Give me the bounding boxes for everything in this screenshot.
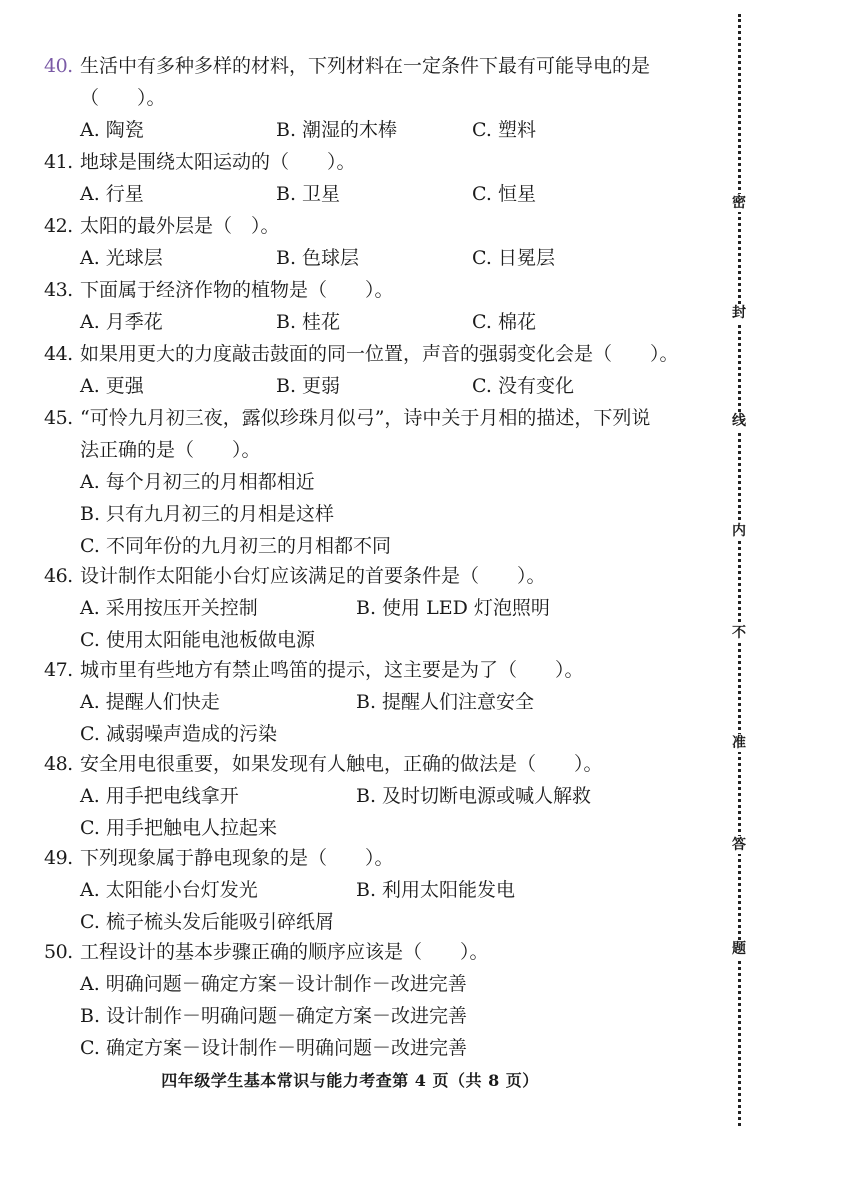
options-row xyxy=(44,466,704,498)
question-42 xyxy=(44,210,704,274)
option-c: C. 没有变化 xyxy=(472,375,574,397)
seal-char: 线 xyxy=(728,412,750,430)
question-stem xyxy=(44,842,704,874)
option-b: B. 桂花 xyxy=(276,311,341,333)
question-text-continued: 法正确的是（ ）。 xyxy=(80,439,261,461)
option-b: B. 利用太阳能发电 xyxy=(356,879,516,901)
question-text: 工程设计的基本步骤正确的顺序应该是（ ）。 xyxy=(80,941,489,963)
question-text: 下面属于经济作物的植物是（ ）。 xyxy=(80,279,394,301)
options-row xyxy=(44,624,704,656)
option-c: C. 减弱噪声造成的污染 xyxy=(80,723,277,745)
question-49 xyxy=(44,842,704,938)
question-40 xyxy=(44,50,704,146)
question-number: 40. xyxy=(44,55,73,77)
options-row xyxy=(44,592,704,624)
question-number: 44. xyxy=(44,343,73,365)
options-row xyxy=(44,780,704,812)
option-a: A. 陶瓷 xyxy=(80,119,144,141)
question-number: 48. xyxy=(44,753,73,775)
options-row xyxy=(44,874,704,906)
options-row xyxy=(44,906,704,938)
question-44 xyxy=(44,338,704,402)
option-a: A. 更强 xyxy=(80,375,144,397)
question-text: 生活中有多种多样的材料，下列材料在一定条件下最有可能导电的是 xyxy=(80,55,651,77)
question-stem xyxy=(44,936,704,968)
seal-char: 内 xyxy=(728,522,750,540)
question-number: 49. xyxy=(44,847,73,869)
options-row xyxy=(44,1000,704,1032)
question-text: “可怜九月初三夜，露似珍珠月似弓”，诗中关于月相的描述，下列说 xyxy=(80,407,651,429)
options-row xyxy=(44,1032,704,1064)
dotted-seal-line xyxy=(738,14,741,1126)
option-c: C. 棉花 xyxy=(472,311,536,333)
question-stem xyxy=(44,654,704,686)
options-row xyxy=(44,114,704,146)
option-c: C. 确定方案－设计制作－明确问题－改进完善 xyxy=(80,1037,467,1059)
question-number: 45. xyxy=(44,407,73,429)
question-stem xyxy=(44,146,704,178)
question-text-continued: （ ）。 xyxy=(80,87,166,109)
question-text: 下列现象属于静电现象的是（ ）。 xyxy=(80,847,394,869)
question-stem xyxy=(44,274,704,306)
seal-char: 密 xyxy=(728,194,750,212)
option-c: C. 日冕层 xyxy=(472,247,555,269)
option-b: B. 使用 LED 灯泡照明 xyxy=(356,597,550,619)
option-a: A. 太阳能小台灯发光 xyxy=(80,879,258,901)
options-row xyxy=(44,968,704,1000)
question-stem xyxy=(44,338,704,370)
question-50 xyxy=(44,936,704,1064)
option-a: A. 用手把电线拿开 xyxy=(80,785,239,807)
seal-char: 题 xyxy=(728,940,750,958)
page-footer: 四年级学生基本常识与能力考查第 4 页（共 8 页） xyxy=(161,1071,539,1090)
options-row xyxy=(44,178,704,210)
options-row xyxy=(44,812,704,844)
option-b: B. 潮湿的木棒 xyxy=(276,119,398,141)
question-47 xyxy=(44,654,704,750)
options-row xyxy=(44,530,704,562)
option-c: C. 梳子梳头发后能吸引碎纸屑 xyxy=(80,911,334,933)
option-b: B. 卫星 xyxy=(276,183,341,205)
question-number: 47. xyxy=(44,659,73,681)
question-number: 41. xyxy=(44,151,73,173)
option-c: C. 恒星 xyxy=(472,183,536,205)
option-a: A. 提醒人们快走 xyxy=(80,691,220,713)
seal-char: 封 xyxy=(728,304,750,322)
options-row xyxy=(44,370,704,402)
option-b: B. 及时切断电源或喊人解救 xyxy=(356,785,592,807)
question-stem xyxy=(44,560,704,592)
binding-line xyxy=(726,14,752,1126)
option-a: A. 每个月初三的月相都相近 xyxy=(80,471,315,493)
options-row xyxy=(44,718,704,750)
question-text: 地球是围绕太阳运动的（ ）。 xyxy=(80,151,356,173)
option-a: A. 采用按压开关控制 xyxy=(80,597,258,619)
seal-char: 不 xyxy=(728,624,750,642)
seal-char: 准 xyxy=(728,734,750,752)
option-b: B. 更弱 xyxy=(276,375,341,397)
question-stem xyxy=(44,748,704,780)
option-b: B. 设计制作－明确问题－确定方案－改进完善 xyxy=(80,1005,468,1027)
options-row xyxy=(44,306,704,338)
question-45 xyxy=(44,402,704,562)
question-48 xyxy=(44,748,704,844)
question-41 xyxy=(44,146,704,210)
question-text: 如果用更大的力度敲击鼓面的同一位置，声音的强弱变化会是（ ）。 xyxy=(80,343,679,365)
question-stem xyxy=(44,402,704,466)
option-b: B. 只有九月初三的月相是这样 xyxy=(80,503,335,525)
option-c: C. 使用太阳能电池板做电源 xyxy=(80,629,315,651)
question-46 xyxy=(44,560,704,656)
option-a: A. 光球层 xyxy=(80,247,163,269)
options-row xyxy=(44,686,704,718)
option-c: C. 用手把触电人拉起来 xyxy=(80,817,277,839)
question-text: 安全用电很重要，如果发现有人触电，正确的做法是（ ）。 xyxy=(80,753,603,775)
option-a: A. 行星 xyxy=(80,183,144,205)
question-stem xyxy=(44,50,704,114)
question-stem xyxy=(44,210,704,242)
option-c: C. 塑料 xyxy=(472,119,536,141)
seal-char: 答 xyxy=(728,836,750,854)
question-number: 43. xyxy=(44,279,73,301)
question-text: 城市里有些地方有禁止鸣笛的提示，这主要是为了（ ）。 xyxy=(80,659,584,681)
question-43 xyxy=(44,274,704,338)
option-a: A. 明确问题－确定方案－设计制作－改进完善 xyxy=(80,973,467,995)
question-text: 设计制作太阳能小台灯应该满足的首要条件是（ ）。 xyxy=(80,565,546,587)
option-a: A. 月季花 xyxy=(80,311,163,333)
question-number: 42. xyxy=(44,215,73,237)
question-text: 太阳的最外层是（ ）。 xyxy=(80,215,280,237)
option-b: B. 提醒人们注意安全 xyxy=(356,691,535,713)
option-c: C. 不同年份的九月初三的月相都不同 xyxy=(80,535,391,557)
options-row xyxy=(44,242,704,274)
options-row xyxy=(44,498,704,530)
question-number: 46. xyxy=(44,565,73,587)
option-b: B. 色球层 xyxy=(276,247,360,269)
question-number: 50. xyxy=(44,941,73,963)
